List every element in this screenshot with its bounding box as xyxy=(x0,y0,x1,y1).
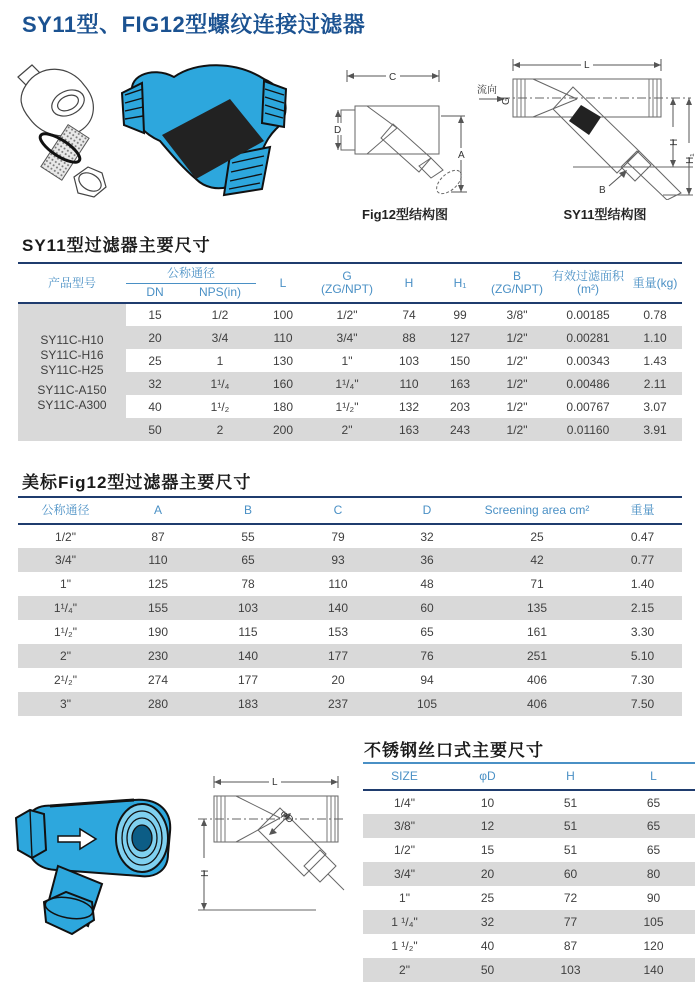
table-cell: 1¹/₂" xyxy=(335,399,359,414)
table-row xyxy=(18,572,682,596)
table-cell: 163 xyxy=(384,418,434,441)
table-cell: 1/2" xyxy=(486,418,548,441)
table-cell: 90 xyxy=(646,891,661,905)
sy11-dimensions-table xyxy=(18,262,682,441)
table-row xyxy=(363,814,695,838)
col-nominal-diameter: 公称通径 xyxy=(18,497,113,524)
table-cell: 180 xyxy=(273,399,294,414)
table-row xyxy=(18,692,682,716)
table-cell: 36 xyxy=(383,548,471,572)
table-cell: 0.00767 xyxy=(566,399,610,414)
table1-body xyxy=(18,303,682,441)
col-h: H xyxy=(384,263,434,303)
svg-text:H: H xyxy=(669,138,680,146)
table-cell: 1¹/₄" xyxy=(310,372,384,395)
product-model: SY11C-H10 xyxy=(40,332,104,347)
table-cell: 125 xyxy=(147,577,169,591)
fig12-caption: Fig12型结构图 xyxy=(362,207,448,222)
table-cell: 50 xyxy=(126,418,184,441)
table-cell: 65 xyxy=(646,843,661,857)
blue-strainer-illustration xyxy=(14,786,179,941)
col-nominal-diameter: 公称通径 xyxy=(126,263,256,283)
svg-text:H₁: H₁ xyxy=(685,153,696,164)
table-cell: 177 xyxy=(237,673,259,687)
table-cell: 87 xyxy=(151,529,165,544)
table-cell: 1/2" xyxy=(486,326,548,349)
svg-text:D: D xyxy=(334,125,342,136)
dimension-b xyxy=(599,170,627,196)
product-model: SY11C-H25 xyxy=(40,362,104,377)
table-cell: 2" xyxy=(18,644,113,668)
table-cell: 7.50 xyxy=(603,692,682,716)
table-cell: 0.00281 xyxy=(548,326,628,349)
table-cell: 177 xyxy=(293,644,383,668)
svg-text:流向: 流向 xyxy=(477,85,497,96)
product-model-group xyxy=(18,383,126,413)
col-g-line1: G xyxy=(342,269,352,283)
table-cell: 20 xyxy=(126,326,184,349)
table-cell: 65 xyxy=(646,795,661,810)
table-cell: 243 xyxy=(434,418,486,441)
table-cell: 15 xyxy=(148,308,162,322)
table-row xyxy=(363,886,695,910)
col-g-line2: (ZG/NPT) xyxy=(321,282,374,296)
table-cell: 140 xyxy=(612,958,695,982)
threaded-strainer-structure-drawing xyxy=(196,770,348,925)
table-cell: 115 xyxy=(238,625,258,639)
table-row xyxy=(18,620,682,644)
table-cell: 32 xyxy=(420,529,434,544)
table-cell: 3.07 xyxy=(643,399,667,414)
table-cell: 190 xyxy=(147,625,169,639)
table-cell: 110 xyxy=(328,577,348,591)
table-cell: 1/2" xyxy=(336,308,358,322)
cap-plug xyxy=(74,167,106,197)
table-cell: 60 xyxy=(529,862,612,886)
table-cell: 3/4" xyxy=(310,326,384,349)
table-cell: 1/2 xyxy=(211,308,229,322)
col-h1: H₁ xyxy=(434,263,486,303)
table-cell: 2" xyxy=(310,418,384,441)
col-l: L xyxy=(256,263,310,303)
col-b xyxy=(486,263,548,303)
product-model: SY11C-A300 xyxy=(37,397,107,412)
table-cell: 0.47 xyxy=(630,529,655,544)
product-model-group xyxy=(18,333,126,378)
col-screening-area: Screening area cm² xyxy=(471,497,603,524)
table-cell: 12 xyxy=(446,814,529,838)
table-row xyxy=(363,838,695,862)
table-cell: 1 ¹/₂" xyxy=(391,939,418,953)
stainless-threaded-dimensions-table xyxy=(363,762,695,982)
table-cell: 100 xyxy=(273,308,294,322)
col-b-line1: B xyxy=(513,269,522,283)
table-cell: 0.00486 xyxy=(548,372,628,395)
col-h: H xyxy=(529,763,612,790)
table-cell: 65 xyxy=(203,548,293,572)
col-dn: DN xyxy=(126,283,184,303)
table-row xyxy=(363,958,695,982)
table-cell: 25 xyxy=(480,891,495,905)
table-cell: 105 xyxy=(383,692,471,716)
table1-header xyxy=(18,263,682,303)
flow-direction xyxy=(477,83,512,105)
col-diameter: φD xyxy=(446,763,529,790)
product-model: SY11C-A150 xyxy=(37,382,107,397)
svg-text:G: G xyxy=(501,97,512,105)
table-row xyxy=(363,910,695,934)
table-row xyxy=(363,862,695,886)
table-cell: 1/2" xyxy=(55,529,76,544)
body-outline xyxy=(501,79,691,117)
table-cell: 251 xyxy=(471,644,603,668)
table-row xyxy=(18,644,682,668)
table-cell: 0.01160 xyxy=(548,418,628,441)
table-cell: 274 xyxy=(147,673,169,687)
table-cell: 50 xyxy=(446,958,529,982)
cutaway-strainer-illustration xyxy=(112,55,297,220)
table-cell: 42 xyxy=(471,548,603,572)
table-cell: 150 xyxy=(450,353,471,368)
table-cell: 40 xyxy=(480,939,495,953)
table-row xyxy=(18,303,682,326)
product-model-cell xyxy=(18,303,126,441)
table-cell: 103 xyxy=(529,958,612,982)
table-cell: 140 xyxy=(203,644,293,668)
dimension-a xyxy=(441,116,467,192)
table-cell: 3" xyxy=(18,692,113,716)
col-weight: 重量 xyxy=(603,497,682,524)
table-cell: 80 xyxy=(612,862,695,886)
table2-header xyxy=(18,497,682,524)
fig12-dimensions-table xyxy=(18,496,682,716)
table-cell: 1/2" xyxy=(486,372,548,395)
table-cell: 15 xyxy=(480,843,495,857)
table-cell: 110 xyxy=(113,548,203,572)
table-cell: 94 xyxy=(420,673,434,687)
table-cell: 72 xyxy=(563,891,578,905)
table-cell: 25 xyxy=(148,353,162,368)
table-cell: 237 xyxy=(293,692,383,716)
table-cell: 93 xyxy=(293,548,383,572)
page-title: SY11型、FIG12型螺纹连接过滤器 xyxy=(22,12,366,37)
table3-body xyxy=(363,790,695,982)
table-cell: 120 xyxy=(643,939,664,953)
table-cell: 79 xyxy=(331,529,345,544)
body-outline xyxy=(341,106,439,154)
table-cell: 155 xyxy=(113,596,203,620)
table-cell: 1¹/₂ xyxy=(210,399,230,414)
table-cell: 0.77 xyxy=(603,548,682,572)
table-cell: 48 xyxy=(420,577,434,591)
table-cell: 1 xyxy=(216,353,224,368)
col-product-model: 产品型号 xyxy=(18,263,126,303)
table-cell: 3.91 xyxy=(628,418,682,441)
table-cell: 5.10 xyxy=(603,644,682,668)
table-cell: 88 xyxy=(384,326,434,349)
table-cell: 10 xyxy=(480,795,495,810)
dimension-c xyxy=(347,70,439,83)
table-cell: 153 xyxy=(327,625,349,639)
table-cell: 1 ¹/₄" xyxy=(363,910,446,934)
svg-text:A: A xyxy=(458,150,465,161)
svg-text:C: C xyxy=(389,72,397,83)
sy11-structure-drawing xyxy=(477,55,697,200)
table-row xyxy=(18,596,682,620)
table-cell: 2" xyxy=(363,958,446,982)
table-cell: 40 xyxy=(148,399,162,414)
table-row xyxy=(18,668,682,692)
table-cell: 130 xyxy=(273,353,294,368)
table-cell: 110 xyxy=(256,326,310,349)
table-cell: 200 xyxy=(256,418,310,441)
fig12-structure-drawing xyxy=(333,60,473,200)
branch-outline xyxy=(381,124,466,198)
table-row xyxy=(18,548,682,572)
table-cell: 1" xyxy=(60,577,71,591)
table-cell: 2¹/₂" xyxy=(54,673,77,687)
table-cell: 103 xyxy=(203,596,293,620)
table-cell: 406 xyxy=(526,673,548,687)
table-cell: 99 xyxy=(453,308,467,322)
table-cell: 51 xyxy=(563,843,578,857)
dimension-d xyxy=(333,110,344,150)
col-weight: 重量(kg) xyxy=(628,263,682,303)
table-cell: 2 xyxy=(184,418,256,441)
table-row xyxy=(18,524,682,548)
table-cell: 127 xyxy=(434,326,486,349)
body-outline xyxy=(198,796,346,842)
table-cell: 1.40 xyxy=(630,577,655,591)
table2-body xyxy=(18,524,682,716)
svg-text:L: L xyxy=(272,777,278,788)
table-cell: 135 xyxy=(471,596,603,620)
col-nps: NPS(in) xyxy=(184,283,256,303)
table-cell: 87 xyxy=(563,939,578,953)
col-b-line2: (ZG/NPT) xyxy=(491,282,544,296)
table-row xyxy=(363,934,695,958)
table-cell: 0.00185 xyxy=(566,308,610,322)
table-cell: 71 xyxy=(530,577,544,591)
section1-heading: SY11型过滤器主要尺寸 xyxy=(22,236,211,255)
table-cell: 20 xyxy=(331,673,345,687)
table-cell: 32 xyxy=(126,372,184,395)
col-b: B xyxy=(203,497,293,524)
col-c: C xyxy=(293,497,383,524)
table-cell: 60 xyxy=(383,596,471,620)
table-cell: 132 xyxy=(399,399,420,414)
table-cell: 1¹/₂" xyxy=(54,625,77,639)
table-cell: 55 xyxy=(241,529,255,544)
table-cell: 51 xyxy=(529,814,612,838)
exploded-strainer-illustration xyxy=(12,55,122,210)
table-cell: 65 xyxy=(612,814,695,838)
table-cell: 51 xyxy=(563,795,578,810)
section2-heading: 美标Fig12型过滤器主要尺寸 xyxy=(22,473,252,492)
table-cell: 3/8" xyxy=(506,308,528,322)
table-cell: 160 xyxy=(256,372,310,395)
table-cell: 161 xyxy=(526,625,548,639)
table-cell: 1/2" xyxy=(506,353,528,368)
table-cell: 78 xyxy=(241,577,255,591)
table-cell: 105 xyxy=(612,910,695,934)
table-cell: 140 xyxy=(293,596,383,620)
section3-heading: 不锈钢丝口式主要尺寸 xyxy=(364,741,544,760)
col-area-line2: (m²) xyxy=(577,282,599,296)
table-cell: 1/2" xyxy=(506,399,528,414)
svg-text:B: B xyxy=(599,185,606,196)
table-cell: 1" xyxy=(341,353,353,368)
dimension-l xyxy=(214,775,338,788)
table-cell: 0.00343 xyxy=(566,353,610,368)
table-cell: 25 xyxy=(530,529,544,544)
table-cell: 3/4" xyxy=(363,862,446,886)
col-a: A xyxy=(113,497,203,524)
table-cell: 1.10 xyxy=(628,326,682,349)
table-cell: 280 xyxy=(113,692,203,716)
table-cell: 2.15 xyxy=(603,596,682,620)
table-cell: 0.78 xyxy=(643,308,667,322)
table-cell: 3.30 xyxy=(630,625,655,639)
col-area-line1: 有效过滤面积 xyxy=(552,269,625,283)
col-l: L xyxy=(612,763,695,790)
table-cell: 7.30 xyxy=(630,673,655,687)
table-cell: 3/4" xyxy=(18,548,113,572)
product-model: SY11C-H16 xyxy=(40,347,104,362)
drain-branch xyxy=(44,866,102,934)
table-cell: 1" xyxy=(399,891,410,905)
table-cell: 183 xyxy=(203,692,293,716)
table-cell: 110 xyxy=(384,372,434,395)
threaded-bore xyxy=(116,804,168,872)
dimension-h xyxy=(667,98,680,167)
table-cell: 32 xyxy=(446,910,529,934)
table-cell: 20 xyxy=(446,862,529,886)
table-cell: 76 xyxy=(383,644,471,668)
table-cell: 3/8" xyxy=(363,814,446,838)
svg-text:H: H xyxy=(200,869,211,877)
svg-text:L: L xyxy=(584,60,590,71)
table-cell: 2.11 xyxy=(628,372,682,395)
dimension-l xyxy=(513,58,661,71)
table-cell: 1.43 xyxy=(643,353,667,368)
table-cell: 3/4 xyxy=(184,326,256,349)
dimension-h1 xyxy=(683,98,696,195)
col-size: SIZE xyxy=(363,763,446,790)
table-cell: 230 xyxy=(113,644,203,668)
table-cell: 1/4" xyxy=(394,795,415,810)
table3-header xyxy=(363,763,695,790)
strainer-body-wireframe xyxy=(18,65,93,136)
table-cell: 77 xyxy=(529,910,612,934)
table-cell: 1¹/₄ xyxy=(184,372,256,395)
table-cell: 65 xyxy=(420,625,434,639)
table-cell: 163 xyxy=(434,372,486,395)
svg-text:φD: φD xyxy=(277,808,296,826)
table-cell: 406 xyxy=(471,692,603,716)
table-cell: 203 xyxy=(450,399,471,414)
table-cell: 1/2" xyxy=(394,843,415,857)
col-d: D xyxy=(383,497,471,524)
col-g xyxy=(310,263,384,303)
table-cell: 1¹/₄" xyxy=(18,596,113,620)
dimension-h xyxy=(198,819,211,910)
table-cell: 103 xyxy=(399,353,420,368)
table-cell: 74 xyxy=(402,308,416,322)
col-filter-area xyxy=(548,263,628,303)
sy11-caption: SY11型结构图 xyxy=(563,207,647,222)
table-row xyxy=(363,790,695,814)
